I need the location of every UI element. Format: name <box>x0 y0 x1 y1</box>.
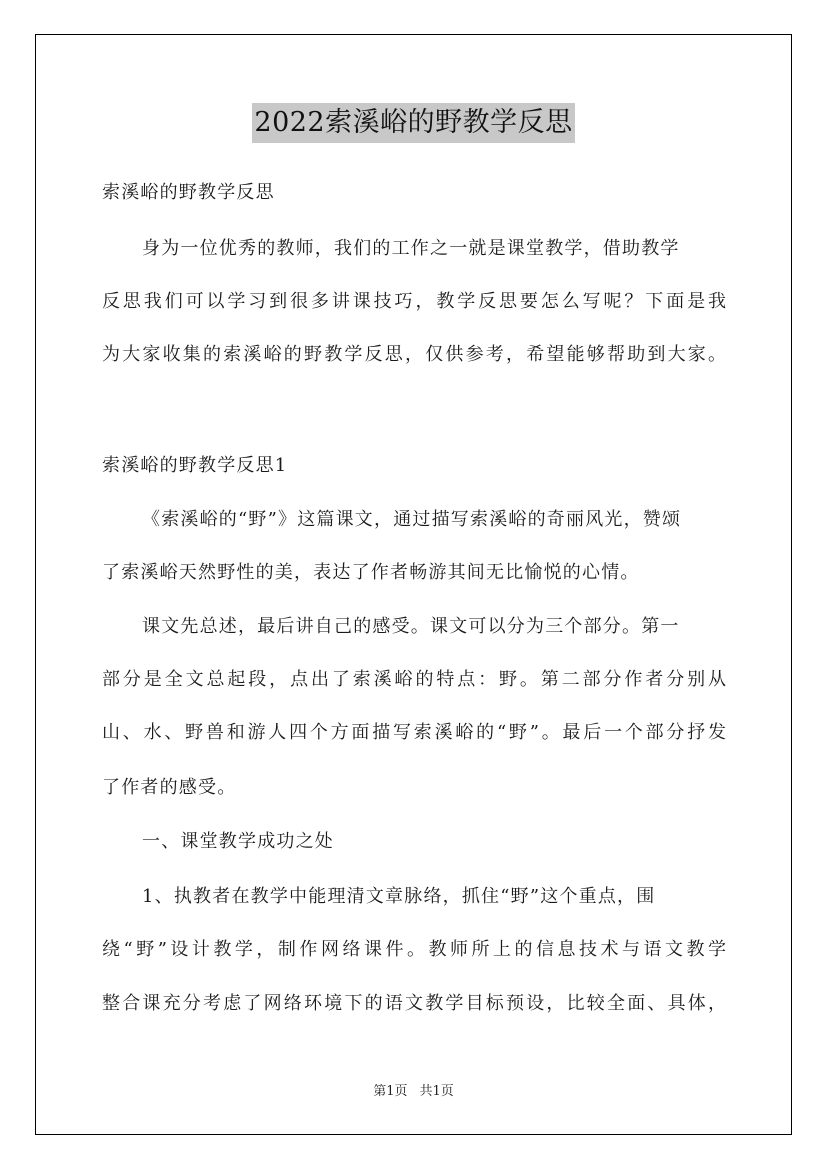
title-container <box>0 103 827 143</box>
paragraph-line: 反思我们可以学习到很多讲课技巧，教学反思要怎么写呢？下面是我 <box>102 291 726 312</box>
paragraph-line: 了作者的感受。 <box>102 777 237 798</box>
paragraph-line: 整合课充分考虑了网络环境下的语文教学目标预设，比较全面、具体， <box>102 993 726 1014</box>
paragraph-line: 山、水、野兽和游人四个方面描写索溪峪的“野”。最后一个部分抒发 <box>102 722 726 743</box>
paragraph-line: 课文先总述，最后讲自己的感受。课文可以分为三个部分。第一 <box>142 616 680 637</box>
page-number: 第1页 <box>373 1084 408 1099</box>
document-title: 2022索溪峪的野教学反思 <box>252 103 574 143</box>
paragraph-line: 绕“野”设计教学，制作网络课件。教师所上的信息技术与语文教学 <box>102 939 726 960</box>
page-total: 共1页 <box>419 1084 454 1099</box>
subtitle: 索溪峪的野教学反思 <box>102 182 275 203</box>
paragraph-line: 1、执教者在教学中能理清文章脉络，抓住“野”这个重点，围 <box>142 886 656 907</box>
page-footer <box>0 1083 827 1101</box>
paragraph-line: 为大家收集的索溪峪的野教学反思，仅供参考，希望能够帮助到大家。 <box>102 344 726 365</box>
paragraph-line: 了索溪峪天然野性的美，表达了作者畅游其间无比愉悦的心情。 <box>102 562 640 583</box>
paragraph-line: 身为一位优秀的教师，我们的工作之一就是课堂教学，借助教学 <box>142 238 680 259</box>
subsection-heading: 一、课堂教学成功之处 <box>142 831 334 852</box>
paragraph-line: 《索溪峪的“野”》这篇课文，通过描写索溪峪的奇丽风光，赞颂 <box>142 509 682 530</box>
section-heading: 索溪峪的野教学反思1 <box>102 455 288 476</box>
paragraph-line: 部分是全文总起段，点出了索溪峪的特点：野。第二部分作者分别从 <box>102 669 726 690</box>
